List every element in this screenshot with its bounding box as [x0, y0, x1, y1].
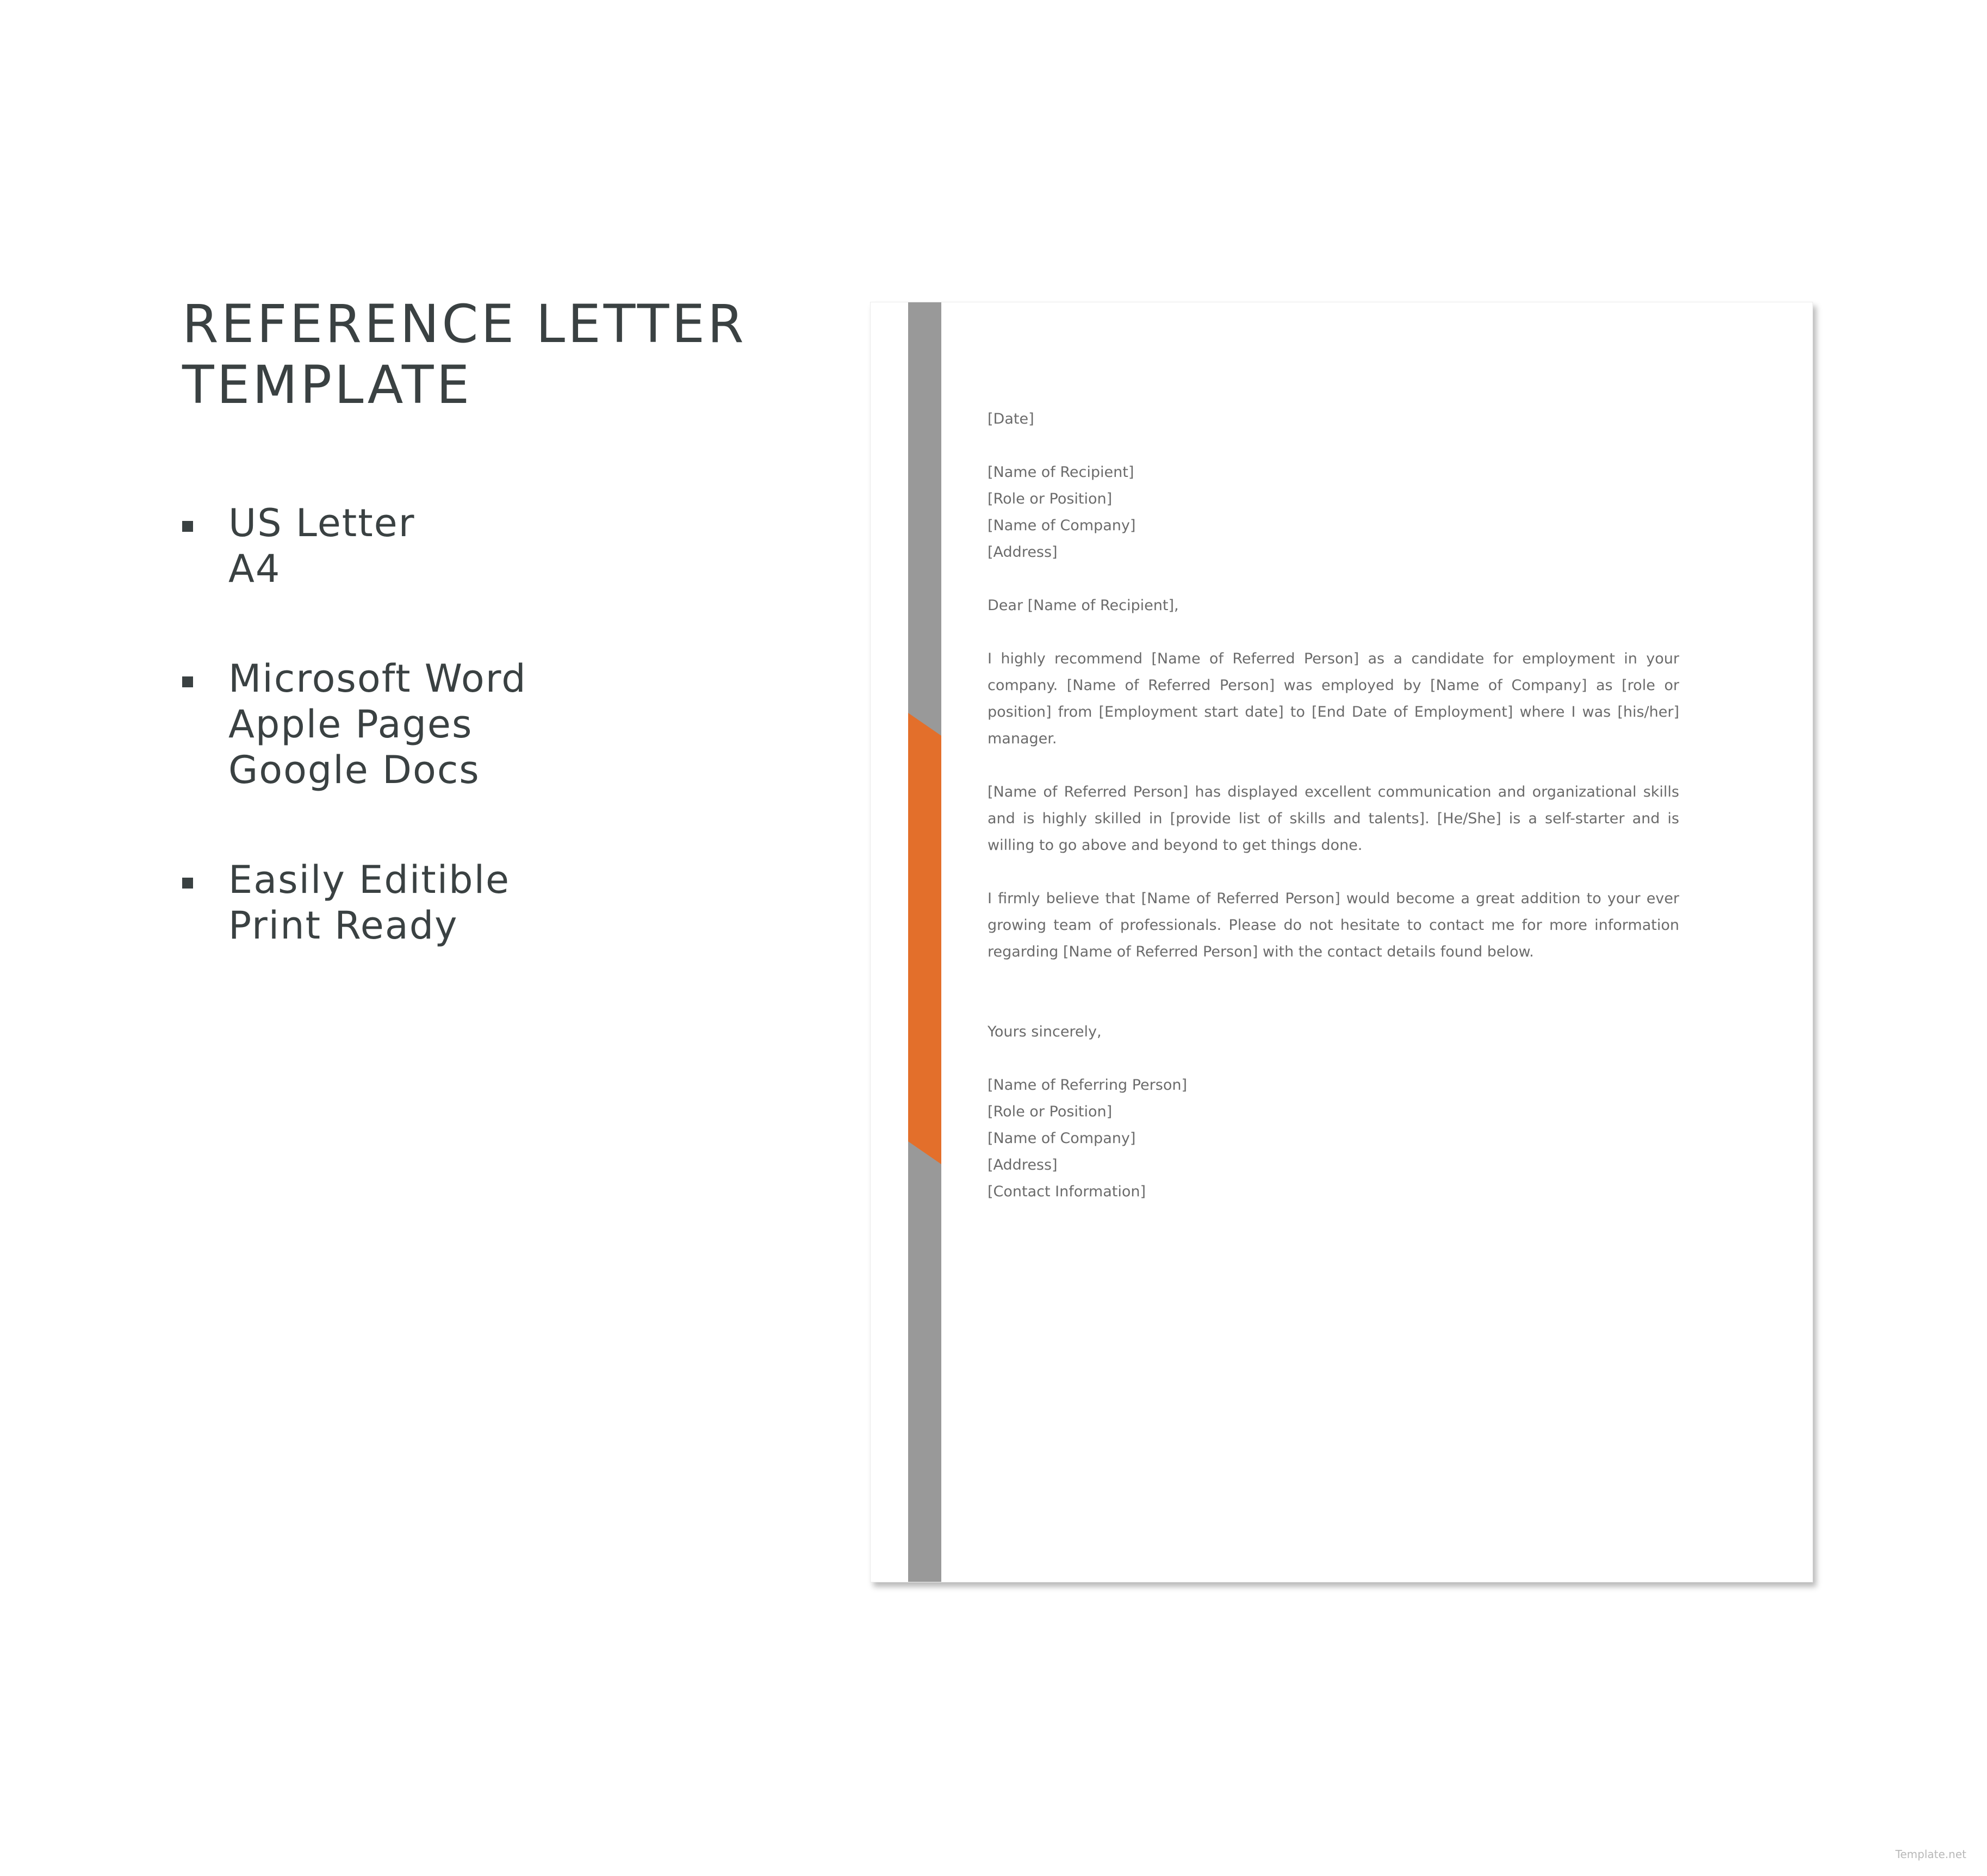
feature-line: US Letter	[228, 501, 415, 545]
letter-page-preview	[870, 302, 1813, 1582]
title-line-2: TEMPLATE	[182, 355, 473, 415]
feature-line: Print Ready	[228, 903, 458, 948]
letter-body	[988, 406, 1679, 1205]
feature-line: Easily Editible	[228, 858, 511, 902]
recipient-company: [Name of Company]	[988, 517, 1136, 534]
feature-line: Google Docs	[228, 748, 480, 792]
feature-line: Apple Pages	[228, 702, 473, 747]
letter-salutation: Dear [Name of Recipient],	[988, 597, 1179, 614]
square-bullet-icon	[182, 521, 193, 532]
feature-line: A4	[228, 546, 281, 591]
letter-paragraph-3: I firmly believe that [Name of Referred Person] would become a great addition to your ever growing team of professionals. Please do not hesitate to contact me for more information regarding [Name of Referred Person] with the contact details found below.	[988, 890, 1679, 960]
page-title	[182, 294, 747, 415]
side-strip-decoration	[908, 302, 941, 1582]
letter-date: [Date]	[988, 411, 1034, 427]
letter-closing: Yours sincerely,	[988, 1023, 1102, 1040]
feature-item-editing	[182, 857, 527, 948]
feature-item-paper-size	[182, 500, 527, 592]
sender-role: [Role or Position]	[988, 1103, 1113, 1120]
letter-paragraph-2: [Name of Referred Person] has displayed excellent communication and organizational skills and is highly skilled in [provide list of skills and talents]. [He/She] is a self-starter and is willing to go above and beyond to get things done.	[988, 784, 1679, 854]
feature-list	[182, 500, 527, 1012]
feature-line: Microsoft Word	[228, 656, 527, 701]
sender-contact: [Contact Information]	[988, 1183, 1146, 1200]
sender-company: [Name of Company]	[988, 1130, 1136, 1147]
title-line-1: REFERENCE LETTER	[182, 294, 747, 355]
recipient-address: [Address]	[988, 544, 1058, 561]
side-strip-accent	[908, 713, 941, 1164]
sender-name: [Name of Referring Person]	[988, 1077, 1187, 1094]
sender-address: [Address]	[988, 1157, 1058, 1173]
square-bullet-icon	[182, 878, 193, 889]
feature-item-software	[182, 656, 527, 793]
recipient-name: [Name of Recipient]	[988, 464, 1134, 481]
square-bullet-icon	[182, 676, 193, 687]
letter-paragraph-1: I highly recommend [Name of Referred Person] as a candidate for employment in your company. [Name of Referred Person] was employed by [Name of Company] as [role or position] from [Employment start date] to [End Date of Employment] where I was [his/her] manager.	[988, 650, 1679, 747]
recipient-role: [Role or Position]	[988, 490, 1113, 507]
watermark: Template.net	[1895, 1848, 1966, 1861]
